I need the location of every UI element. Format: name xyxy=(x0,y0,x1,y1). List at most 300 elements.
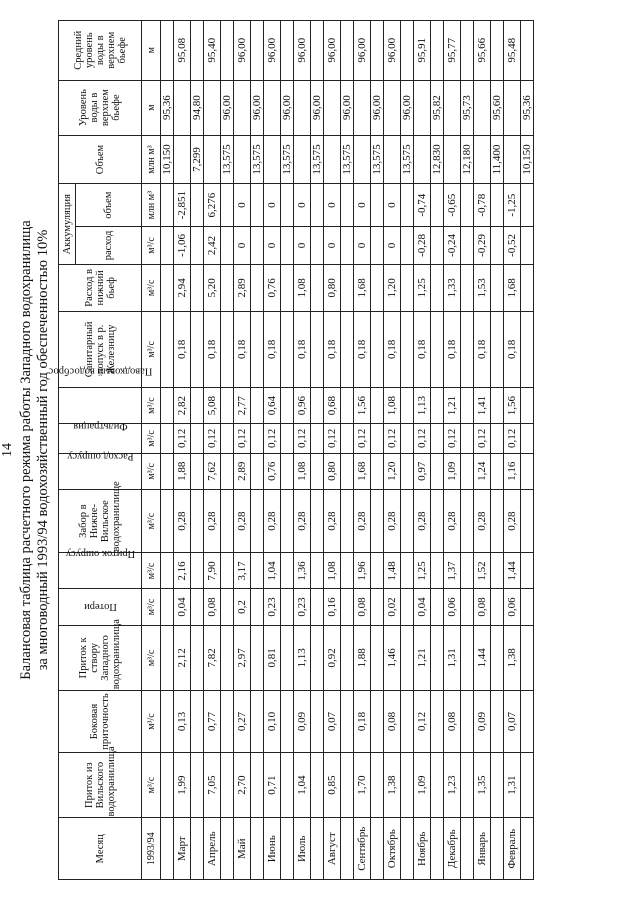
cell-level: 94,80 xyxy=(191,80,204,135)
cell-c1: 1,35 xyxy=(474,752,491,818)
cell-c8: 0,12 xyxy=(294,424,311,454)
cell-level-empty xyxy=(174,80,191,135)
cell-c3: 1,31 xyxy=(444,625,461,691)
cell-empty xyxy=(221,388,234,424)
table-row xyxy=(354,21,371,880)
month-name: Март xyxy=(174,818,191,880)
cell-empty xyxy=(521,625,534,691)
cell-avg-level: 96,00 xyxy=(354,21,371,81)
cell-c4: 0,23 xyxy=(264,589,281,625)
cell-volume: 13,575 xyxy=(401,135,414,184)
cell-empty xyxy=(431,691,444,753)
cell-c2: 0,07 xyxy=(504,691,521,753)
table-row-end-state xyxy=(401,21,414,880)
cell-level-empty xyxy=(234,80,251,135)
cell-empty xyxy=(401,226,414,264)
cell-c12: -0,29 xyxy=(474,226,491,264)
cell-empty xyxy=(371,752,384,818)
cell-level-empty xyxy=(204,80,221,135)
table-row xyxy=(324,21,341,880)
cell-c3: 1,13 xyxy=(294,625,311,691)
header-month: Месяц xyxy=(59,818,142,880)
cell-empty xyxy=(461,21,474,81)
units-row xyxy=(142,21,161,880)
cell-empty xyxy=(401,589,414,625)
unit-c3: м³/с xyxy=(142,625,161,691)
cell-avg-level: 95,40 xyxy=(204,21,221,81)
unit-c12: м³/с xyxy=(142,226,161,264)
cell-empty xyxy=(461,589,474,625)
cell-c11: 1,25 xyxy=(414,265,431,312)
cell-avg-level: 95,77 xyxy=(444,21,461,81)
initial-volume: 10,150 xyxy=(161,135,174,184)
cell-c8: 0,12 xyxy=(234,424,251,454)
cell-c11: 5,20 xyxy=(204,265,221,312)
cell-c13: 0 xyxy=(324,184,341,226)
cell-c12: 2,42 xyxy=(204,226,221,264)
header-inflow-otgruz: Приток ошрусу xyxy=(59,553,142,589)
cell-empty xyxy=(461,553,474,589)
cell-empty xyxy=(431,226,444,264)
cell-empty xyxy=(281,691,294,753)
header-sanitary: Санитарный попуск в р. Железницу xyxy=(59,311,142,387)
cell-c8: 0,12 xyxy=(264,424,281,454)
cell-avg-level: 96,00 xyxy=(324,21,341,81)
cell-c6: 0,28 xyxy=(264,489,281,553)
table-row-end-state xyxy=(491,21,504,880)
header-lateral: Боковая приточность xyxy=(59,691,142,753)
cell-level: 96,00 xyxy=(341,80,354,135)
cell-volume: 13,575 xyxy=(281,135,294,184)
cell-c7: 7,62 xyxy=(204,453,221,489)
cell-c8: 0,12 xyxy=(174,424,191,454)
cell-empty xyxy=(251,489,264,553)
cell-empty xyxy=(191,589,204,625)
cell-c2: 0,27 xyxy=(234,691,251,753)
header-row-1 xyxy=(59,21,76,880)
cell-empty xyxy=(311,553,324,589)
cell-c9: 1,21 xyxy=(444,388,461,424)
cell-empty xyxy=(251,589,264,625)
cell-volume: 13,575 xyxy=(371,135,384,184)
table-row xyxy=(204,21,221,880)
cell-c2: 0,18 xyxy=(354,691,371,753)
cell-empty xyxy=(491,589,504,625)
cell-c6: 0,28 xyxy=(174,489,191,553)
cell-empty xyxy=(251,453,264,489)
cell-c3: 1,88 xyxy=(354,625,371,691)
cell-c7: 0,97 xyxy=(414,453,431,489)
cell-empty xyxy=(521,311,534,387)
cell-c9: 0,68 xyxy=(324,388,341,424)
cell-empty xyxy=(521,589,534,625)
cell-volume: 12,830 xyxy=(431,135,444,184)
cell-empty xyxy=(521,265,534,312)
unit-c5: м³/с xyxy=(142,553,161,589)
cell-volume: 11,400 xyxy=(491,135,504,184)
table-row xyxy=(474,21,491,880)
cell-empty xyxy=(431,21,444,81)
cell-volume-empty xyxy=(234,135,251,184)
cell-empty xyxy=(371,589,384,625)
cell-empty xyxy=(281,489,294,553)
cell-empty xyxy=(491,818,504,880)
cell-avg-level: 96,00 xyxy=(264,21,281,81)
cell-level-empty xyxy=(384,80,401,135)
cell-empty xyxy=(341,311,354,387)
cell-avg-level: 95,08 xyxy=(174,21,191,81)
cell-empty xyxy=(371,453,384,489)
cell-c4: 0,04 xyxy=(414,589,431,625)
cell-empty xyxy=(311,388,324,424)
header-avg-level-upper: Средний уровень воды в верхнем бьефе xyxy=(59,21,142,81)
cell-empty xyxy=(191,311,204,387)
cell-c3: 2,12 xyxy=(174,625,191,691)
cell-empty xyxy=(431,265,444,312)
month-name: Октябрь xyxy=(384,818,401,880)
cell-empty xyxy=(281,21,294,81)
cell-empty xyxy=(281,184,294,226)
cell-c8: 0,12 xyxy=(504,424,521,454)
cell-empty xyxy=(431,489,444,553)
cell-level-empty xyxy=(264,80,281,135)
cell-empty xyxy=(371,625,384,691)
cell-volume-empty xyxy=(294,135,311,184)
cell-empty xyxy=(431,311,444,387)
cell-c8: 0,12 xyxy=(444,424,461,454)
cell-empty xyxy=(311,489,324,553)
cell-c10: 0,18 xyxy=(174,311,191,387)
cell-c5: 2,16 xyxy=(174,553,191,589)
cell-empty xyxy=(491,265,504,312)
cell-empty xyxy=(461,691,474,753)
cell-empty xyxy=(311,311,324,387)
cell-c10: 0,18 xyxy=(204,311,221,387)
cell-c10: 0,18 xyxy=(414,311,431,387)
cell-c4: 0,08 xyxy=(474,589,491,625)
unit-c2: м³/с xyxy=(142,691,161,753)
cell-empty xyxy=(251,184,264,226)
cell-empty xyxy=(401,184,414,226)
cell-empty xyxy=(221,752,234,818)
cell-empty xyxy=(461,489,474,553)
cell-c2: 0,13 xyxy=(174,691,191,753)
cell-empty xyxy=(401,21,414,81)
cell-empty xyxy=(311,691,324,753)
cell-c11: 1,33 xyxy=(444,265,461,312)
cell-c9: 5,08 xyxy=(204,388,221,424)
cell-empty xyxy=(371,489,384,553)
table-row-end-state xyxy=(191,21,204,880)
cell-empty xyxy=(281,424,294,454)
cell-level: 96,00 xyxy=(371,80,384,135)
cell-empty xyxy=(191,691,204,753)
cell-c2: 0,07 xyxy=(324,691,341,753)
cell-level: 96,00 xyxy=(401,80,414,135)
table-row-end-state xyxy=(281,21,294,880)
cell-empty xyxy=(311,184,324,226)
cell-empty xyxy=(341,589,354,625)
table-row xyxy=(264,21,281,880)
cell-empty xyxy=(401,311,414,387)
cell-empty xyxy=(461,226,474,264)
cell-c9: 1,41 xyxy=(474,388,491,424)
cell-empty xyxy=(461,311,474,387)
cell-level: 96,00 xyxy=(221,80,234,135)
cell-empty xyxy=(341,453,354,489)
cell-empty xyxy=(461,184,474,226)
cell-c6: 0,28 xyxy=(474,489,491,553)
cell-empty xyxy=(461,388,474,424)
cell-empty xyxy=(281,589,294,625)
cell-c5: 1,44 xyxy=(504,553,521,589)
cell-empty xyxy=(281,818,294,880)
header-accumulation: Аккумуляция xyxy=(59,184,76,265)
cell-empty xyxy=(251,265,264,312)
month-name: Ноябрь xyxy=(414,818,431,880)
cell-c1: 7,05 xyxy=(204,752,221,818)
cell-empty xyxy=(521,489,534,553)
cell-empty xyxy=(401,489,414,553)
cell-c5: 1,08 xyxy=(324,553,341,589)
cell-avg-level: 95,66 xyxy=(474,21,491,81)
cell-c12: 0 xyxy=(264,226,281,264)
cell-volume-empty xyxy=(444,135,461,184)
cell-empty xyxy=(401,388,414,424)
cell-empty xyxy=(251,691,264,753)
cell-c4: 0,06 xyxy=(504,589,521,625)
unit-c7: м³/с xyxy=(142,453,161,489)
cell-empty xyxy=(371,184,384,226)
cell-empty xyxy=(491,226,504,264)
cell-c9: 0,96 xyxy=(294,388,311,424)
header-losses: Потери xyxy=(59,589,142,625)
cell-c7: 0,76 xyxy=(264,453,281,489)
cell-empty xyxy=(221,589,234,625)
cell-empty xyxy=(221,226,234,264)
unit-level: м xyxy=(142,80,161,135)
cell-c13: 0 xyxy=(294,184,311,226)
table-body xyxy=(48,21,534,880)
cell-empty xyxy=(431,589,444,625)
cell-level-empty xyxy=(324,80,341,135)
cell-empty xyxy=(491,553,504,589)
unit-c6: м³/с xyxy=(142,489,161,553)
cell-empty xyxy=(431,625,444,691)
cell-empty xyxy=(191,265,204,312)
cell-empty xyxy=(401,691,414,753)
cell-empty xyxy=(341,424,354,454)
cell-c6: 0,28 xyxy=(504,489,521,553)
table-row xyxy=(174,21,191,880)
cell-empty xyxy=(191,184,204,226)
table-row xyxy=(504,21,521,880)
cell-empty xyxy=(461,625,474,691)
cell-volume: 13,575 xyxy=(251,135,264,184)
cell-c6: 0,28 xyxy=(384,489,401,553)
cell-empty xyxy=(521,388,534,424)
cell-c12: 0 xyxy=(354,226,371,264)
header-acc-flow: расход xyxy=(76,226,142,264)
cell-c11: 0,76 xyxy=(264,265,281,312)
cell-empty xyxy=(341,553,354,589)
cell-c6: 0,28 xyxy=(414,489,431,553)
cell-empty xyxy=(431,553,444,589)
cell-c11: 2,94 xyxy=(174,265,191,312)
cell-volume-empty xyxy=(414,135,431,184)
cell-empty xyxy=(311,589,324,625)
cell-empty xyxy=(461,424,474,454)
cell-empty xyxy=(281,625,294,691)
cell-empty xyxy=(371,226,384,264)
cell-empty xyxy=(491,752,504,818)
cell-c11: 0,80 xyxy=(324,265,341,312)
cell-empty xyxy=(401,265,414,312)
cell-c12: -0,52 xyxy=(504,226,521,264)
cell-c1: 1,70 xyxy=(354,752,371,818)
cell-empty xyxy=(491,21,504,81)
balance-table xyxy=(48,20,534,880)
cell-empty xyxy=(521,424,534,454)
cell-c7: 0,80 xyxy=(324,453,341,489)
cell-c13: 0 xyxy=(234,184,251,226)
cell-c11: 1,53 xyxy=(474,265,491,312)
cell-empty xyxy=(311,752,324,818)
cell-c10: 0,18 xyxy=(474,311,491,387)
rotated-page xyxy=(0,10,600,890)
cell-empty xyxy=(191,752,204,818)
cell-volume-empty xyxy=(324,135,341,184)
table-row xyxy=(444,21,461,880)
cell-empty xyxy=(191,21,204,81)
cell-empty xyxy=(521,553,534,589)
cell-empty xyxy=(491,453,504,489)
header-acc-volume: объем xyxy=(76,184,142,226)
title-line-2: за многоводный 1993/94 водохозяйственный год обеспеченностью 10% xyxy=(35,229,51,671)
cell-volume: 12,180 xyxy=(461,135,474,184)
cell-c8: 0,12 xyxy=(384,424,401,454)
cell-empty xyxy=(431,424,444,454)
cell-c13: -0,78 xyxy=(474,184,491,226)
cell-c13: -2,851 xyxy=(174,184,191,226)
cell-c9: 1,56 xyxy=(504,388,521,424)
cell-empty xyxy=(191,625,204,691)
unit-avg: м xyxy=(142,21,161,81)
cell-c2: 0,09 xyxy=(474,691,491,753)
cell-c1: 2,70 xyxy=(234,752,251,818)
month-name: Август xyxy=(324,818,341,880)
cell-empty xyxy=(371,424,384,454)
cell-c10: 0,18 xyxy=(504,311,521,387)
cell-avg-level: 95,91 xyxy=(414,21,431,81)
cell-empty xyxy=(341,388,354,424)
cell-volume: 10,150 xyxy=(521,135,534,184)
month-name: Май xyxy=(234,818,251,880)
cell-empty xyxy=(371,265,384,312)
cell-empty xyxy=(281,226,294,264)
table-row xyxy=(384,21,401,880)
cell-empty xyxy=(431,752,444,818)
cell-empty xyxy=(311,424,324,454)
initial-state-row xyxy=(161,21,174,880)
cell-empty xyxy=(191,453,204,489)
cell-empty xyxy=(431,818,444,880)
cell-empty xyxy=(191,388,204,424)
cell-c2: 0,09 xyxy=(294,691,311,753)
cell-level: 95,36 xyxy=(521,80,534,135)
cell-c12: 0 xyxy=(384,226,401,264)
unit-c11: м³/с xyxy=(142,265,161,312)
header-intake: Забор в Нижне-Вильское водохранилище xyxy=(59,489,142,553)
cell-c3: 1,21 xyxy=(414,625,431,691)
cell-empty xyxy=(341,691,354,753)
cell-empty xyxy=(251,21,264,81)
cell-empty xyxy=(311,265,324,312)
cell-volume-empty xyxy=(204,135,221,184)
table-row-end-state xyxy=(521,21,534,880)
cell-c4: 0,2 xyxy=(234,589,251,625)
month-name: Апрель xyxy=(204,818,221,880)
cell-c5: 1,25 xyxy=(414,553,431,589)
cell-empty xyxy=(371,553,384,589)
cell-c13: -0,74 xyxy=(414,184,431,226)
header-flood-release: Паводковый водосброс xyxy=(59,388,142,424)
cell-empty xyxy=(521,818,534,880)
cell-empty xyxy=(521,184,534,226)
cell-empty xyxy=(461,752,474,818)
cell-empty xyxy=(251,388,264,424)
cell-c7: 1,09 xyxy=(444,453,461,489)
cell-volume: 13,575 xyxy=(221,135,234,184)
cell-empty xyxy=(371,21,384,81)
cell-empty xyxy=(251,553,264,589)
cell-c4: 0,16 xyxy=(324,589,341,625)
table-row-end-state xyxy=(311,21,324,880)
cell-empty xyxy=(341,818,354,880)
cell-avg-level: 95,48 xyxy=(504,21,521,81)
cell-c13: 0 xyxy=(354,184,371,226)
cell-c13: -0,65 xyxy=(444,184,461,226)
cell-empty xyxy=(401,453,414,489)
header-inflow-zapadnoye: Приток к створу Западного водохранилища xyxy=(59,625,142,691)
cell-c2: 0,10 xyxy=(264,691,281,753)
cell-c8: 0,12 xyxy=(354,424,371,454)
cell-c1: 0,71 xyxy=(264,752,281,818)
cell-volume: 13,575 xyxy=(341,135,354,184)
cell-level: 96,00 xyxy=(311,80,324,135)
cell-level-empty xyxy=(414,80,431,135)
cell-empty xyxy=(281,553,294,589)
cell-c7: 2,89 xyxy=(234,453,251,489)
cell-c6: 0,28 xyxy=(234,489,251,553)
header-volume: Объем xyxy=(59,135,142,184)
table-row-end-state xyxy=(431,21,444,880)
cell-empty xyxy=(371,691,384,753)
cell-c7: 1,24 xyxy=(474,453,491,489)
cell-volume-empty xyxy=(264,135,281,184)
cell-c11: 1,08 xyxy=(294,265,311,312)
cell-c10: 0,18 xyxy=(234,311,251,387)
cell-c2: 0,08 xyxy=(384,691,401,753)
cell-empty xyxy=(311,453,324,489)
cell-empty xyxy=(401,818,414,880)
cell-level-empty xyxy=(294,80,311,135)
cell-volume-empty xyxy=(174,135,191,184)
cell-c3: 1,38 xyxy=(504,625,521,691)
cell-c11: 1,68 xyxy=(354,265,371,312)
cell-c10: 0,18 xyxy=(324,311,341,387)
cell-volume: 7,299 xyxy=(191,135,204,184)
